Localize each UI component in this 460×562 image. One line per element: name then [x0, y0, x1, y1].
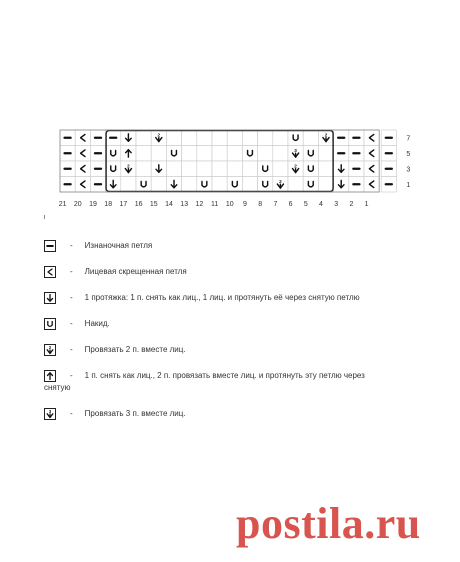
chart-cell	[242, 130, 257, 146]
chart-cell	[258, 161, 273, 177]
chart-cell	[273, 130, 288, 146]
column-label: 14	[165, 201, 173, 208]
chart-cell	[106, 161, 121, 177]
chart-cell	[75, 177, 90, 193]
column-label: 19	[89, 201, 97, 208]
legend-item	[44, 344, 444, 356]
column-label: 16	[134, 201, 143, 208]
chart-cell	[90, 161, 105, 177]
chart-cell	[318, 130, 333, 146]
column-label: 18	[104, 201, 113, 208]
legend-item	[44, 266, 444, 278]
chart-cell	[273, 177, 288, 193]
chart-cell	[318, 161, 333, 177]
legend-dash: -	[70, 371, 73, 380]
chart-cell	[106, 177, 121, 193]
column-label: 7	[273, 201, 278, 208]
column-label: 4	[319, 201, 323, 208]
legend-text: Лицевая скрещенная петля	[84, 267, 187, 276]
chart-cell	[151, 130, 166, 146]
chart-cell	[242, 161, 257, 177]
chart-cell	[288, 177, 303, 193]
chart-cell	[121, 177, 136, 193]
svg-text:2: 2	[157, 132, 161, 138]
chart-cell	[75, 161, 90, 177]
k2tog-icon	[44, 344, 56, 356]
legend-text: 1 п. снять как лиц., 2 п. провязать вместе лиц. и протянуть эту петлю через	[84, 371, 365, 380]
row-label: 5	[406, 151, 411, 159]
chart-cell	[364, 161, 379, 177]
column-label: 17	[119, 201, 128, 208]
edge-cell	[381, 130, 396, 146]
chart-cell	[258, 146, 273, 162]
chart-cell	[75, 130, 90, 146]
edge-cell	[381, 177, 396, 193]
chart-cell	[90, 146, 105, 162]
legend-item	[44, 292, 444, 304]
svg-text:2: 2	[48, 345, 52, 350]
legend-dash: -	[70, 319, 73, 328]
chart-cell	[90, 177, 105, 193]
chart-cell	[166, 130, 181, 146]
chart-cell	[364, 177, 379, 193]
legend-dash: -	[70, 345, 73, 354]
chart-cell	[197, 130, 212, 146]
chart-cell	[75, 146, 90, 162]
column-label: 2	[349, 201, 354, 208]
chart-cell	[212, 177, 227, 193]
chart-cell	[136, 130, 151, 146]
column-label: 13	[180, 201, 189, 208]
chart-cell	[60, 146, 75, 162]
chart-cell	[303, 130, 318, 146]
svg-text:2: 2	[279, 178, 282, 184]
column-label: 5	[303, 201, 308, 208]
legend-dash: -	[70, 409, 73, 418]
chart-cell	[273, 146, 288, 162]
edge-cell	[381, 161, 396, 177]
column-label: 20	[73, 201, 82, 208]
row-label: 7	[406, 135, 411, 143]
chart-cell	[121, 146, 136, 162]
chart-cell	[303, 146, 318, 162]
chart-cell	[227, 161, 242, 177]
chart-cell	[242, 146, 257, 162]
chart-cell	[182, 161, 197, 177]
sk2p-arrow-up-icon	[44, 370, 56, 382]
chart-cell	[136, 146, 151, 162]
column-label: 11	[210, 201, 219, 208]
legend-text-continued: снятую	[44, 383, 71, 392]
legend-dash: -	[70, 267, 73, 276]
legend-item	[44, 240, 444, 252]
legend-item	[44, 370, 444, 382]
legend-item	[44, 318, 444, 330]
column-label: 3	[334, 201, 339, 208]
chart-cell	[197, 161, 212, 177]
chart-cell	[151, 177, 166, 193]
chart-cell	[60, 130, 75, 146]
chart-cell	[197, 177, 212, 193]
chart-cell	[273, 161, 288, 177]
chart-cell	[227, 130, 242, 146]
chart-cell	[166, 177, 181, 193]
column-label: 8	[258, 201, 263, 208]
watermark-logo: postila.ru	[236, 499, 421, 548]
chart-cell	[60, 161, 75, 177]
chart-cell	[364, 146, 379, 162]
chart-cell	[90, 130, 105, 146]
legend-text: 1 протяжка: 1 п. снять как лиц., 1 лиц. и протянуть её через снятую петлю	[84, 293, 360, 302]
svg-text:2: 2	[324, 132, 328, 138]
legend-text: Провязать 2 п. вместе лиц.	[84, 345, 186, 354]
svg-text:2: 2	[294, 163, 297, 169]
chart-cell	[364, 130, 379, 146]
column-label: 9	[243, 201, 247, 208]
chart-cell	[166, 146, 181, 162]
knitting-chart	[0, 0, 460, 230]
small-mark	[44, 215, 45, 219]
chart-cell	[151, 146, 166, 162]
purl-icon	[44, 240, 56, 252]
chart-cell	[258, 130, 273, 146]
svg-text:3: 3	[294, 147, 297, 153]
row-label: 3	[406, 166, 411, 174]
chart-cell	[318, 146, 333, 162]
legend-dash: -	[70, 241, 73, 250]
edge-cell	[381, 146, 396, 162]
chart-cell	[212, 130, 227, 146]
chart-cell	[212, 146, 227, 162]
legend-item	[44, 408, 444, 420]
chart-cell	[288, 146, 303, 162]
chart-cell	[106, 146, 121, 162]
chart-cell	[182, 146, 197, 162]
svg-text:3: 3	[48, 409, 52, 414]
chart-cell	[334, 130, 349, 146]
chart-cell	[106, 130, 121, 146]
row-label: 1	[406, 182, 411, 190]
column-label: 6	[288, 201, 293, 208]
twisted-knit-icon	[44, 266, 56, 278]
chart-cell	[349, 130, 364, 146]
chart-cell	[349, 161, 364, 177]
chart-cell	[258, 177, 273, 193]
ssk-arrow-down-icon	[44, 292, 56, 304]
chart-cell	[227, 177, 242, 193]
column-label: 12	[195, 201, 204, 208]
svg-text:2: 2	[127, 163, 130, 169]
chart-cell	[182, 177, 197, 193]
chart-cell	[182, 130, 197, 146]
chart-cell	[212, 161, 227, 177]
chart-cell	[121, 130, 136, 146]
chart-cell	[334, 161, 349, 177]
k3tog-icon	[44, 408, 56, 420]
chart-cell	[197, 146, 212, 162]
chart-cell	[121, 161, 136, 177]
legend-dash: -	[70, 293, 73, 302]
legend-text: Изнаночная петля	[84, 241, 153, 250]
chart-cell	[136, 161, 151, 177]
chart-cell	[288, 130, 303, 146]
chart-cell	[242, 177, 257, 193]
yarn-over-icon	[44, 318, 56, 330]
chart-cell	[303, 161, 318, 177]
column-label: 10	[225, 201, 234, 208]
chart-cell	[136, 177, 151, 193]
chart-cell	[334, 177, 349, 193]
chart-cell	[334, 146, 349, 162]
chart-cell	[60, 177, 75, 193]
chart-cell	[151, 161, 166, 177]
chart-cell	[349, 177, 364, 193]
chart-cell	[166, 161, 181, 177]
chart-cell	[288, 161, 303, 177]
chart-cell	[303, 177, 318, 193]
chart-cell	[227, 146, 242, 162]
chart-cell	[318, 177, 333, 193]
legend-text: Провязать 3 п. вместе лиц.	[84, 409, 186, 418]
column-label: 15	[149, 201, 158, 208]
column-label: 21	[58, 201, 67, 208]
legend-text: Накид.	[84, 319, 110, 328]
chart-cell	[349, 146, 364, 162]
column-label: 1	[364, 201, 369, 208]
